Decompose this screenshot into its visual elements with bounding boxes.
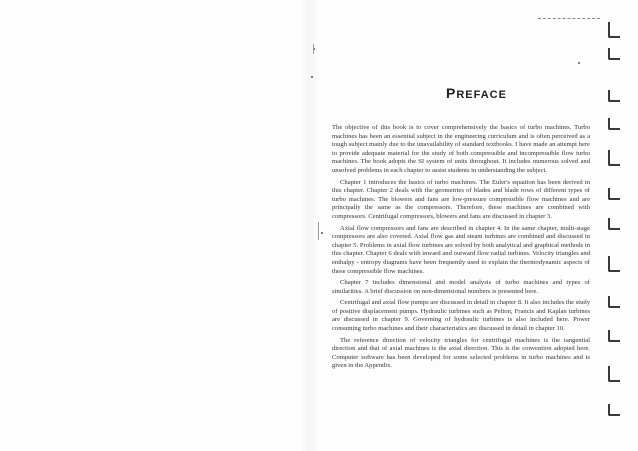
page-title — [446, 85, 507, 101]
preface-paragraph-2: Chapter 1 introduces the basics of turbo machines. The Euler's equation has been derived in this chapter. Chapter 2 deals with the geometries of blades and blade rows of different types of turbo machines. The blowers and fans are low-pressure compressible flow machines and are principally the same as the compressors. Therefore, these machines are combined with compressors. Centrifugal compressors, blowers and fans are discussed in chapter 3. — [332, 178, 590, 220]
page-title-rest: REFACE — [456, 89, 507, 102]
preface-paragraph-6: The reference direction of velocity triangles for centrifugal machines is the tangential direction and that of axial machines is the axial direction. This is the convention adopted here. Computer software has been developed for some selected problems in turbo machines and is given in the Appendix. — [332, 336, 590, 370]
page-edge-mark — [608, 90, 620, 102]
preface-paragraph-4: Chapter 7 includes dimensional and model analysis of turbo machines and types of similarities. A brief discussion on non-dimensional numbers is presented here. — [332, 279, 590, 295]
page-edge-mark — [608, 188, 620, 200]
preface-paragraph-1: The objective of this book is to cover comprehensively the basics of turbo machines. Turbo machines has been an essential subject in the engineering curriculum and is often perceived as a tough subject mainly due to the unavailability of standard textbooks. I have made an attempt here to provide adequate material for the study of both compressible and incompressible flow turbo machines. The book adopts the SI system of units throughout. It includes numerous solved and unsolved problems in each chapter to assist students in understanding the subject. — [332, 124, 590, 174]
scan-speck — [321, 232, 323, 234]
page-edge-strip — [604, 0, 638, 451]
scan-artifact-line — [318, 222, 319, 240]
preface-paragraph-3: Axial flow compressors and fans are described in chapter 4. In the same chapter, multi-stage compressors are also covered. Axial flow gas and steam turbines are combined and discussed in chapter 5. Problems in axial flow turbines are solved by both analytical and graphical methods in this chapter. Chapter 6 deals with inward and outward flow radial turbines. Velocity triangles and enthalpy - entropy diagrams have been frequently used to explain the thermodynamic aspects of these compressible flow machines. — [332, 224, 590, 275]
page-edge-mark — [608, 218, 620, 230]
preface-body — [332, 124, 590, 374]
book-gutter-shadow — [300, 0, 318, 451]
page-edge-mark — [608, 296, 620, 308]
page-edge-mark — [608, 404, 620, 416]
page-edge-mark — [608, 48, 620, 60]
page-title-text — [446, 85, 507, 102]
preface-paragraph-5: Centrifugal and axial flow pumps are discussed in detail in chapter 8. It also includes the study of positive displacement pumps. Hydraulic turbines such as Pelton, Francis and Kaplan turbines are discussed in chapter 9. Governing of hydraulic turbines is also included here. Power consuming turbo machines and their characteristics are discussed in detail in chapter 10. — [332, 299, 590, 333]
scan-artifact-line — [313, 44, 314, 54]
scan-speck — [311, 76, 313, 78]
scan-speck — [578, 62, 580, 64]
page-edge-mark — [608, 366, 620, 382]
page-edge-mark — [608, 330, 620, 342]
page-title-initial: P — [446, 85, 457, 102]
top-edge-scan-line — [538, 18, 600, 19]
page-edge-mark — [608, 256, 620, 272]
page-edge-mark — [608, 150, 620, 166]
page-edge-mark — [608, 118, 620, 130]
page-edge-mark — [608, 22, 620, 38]
